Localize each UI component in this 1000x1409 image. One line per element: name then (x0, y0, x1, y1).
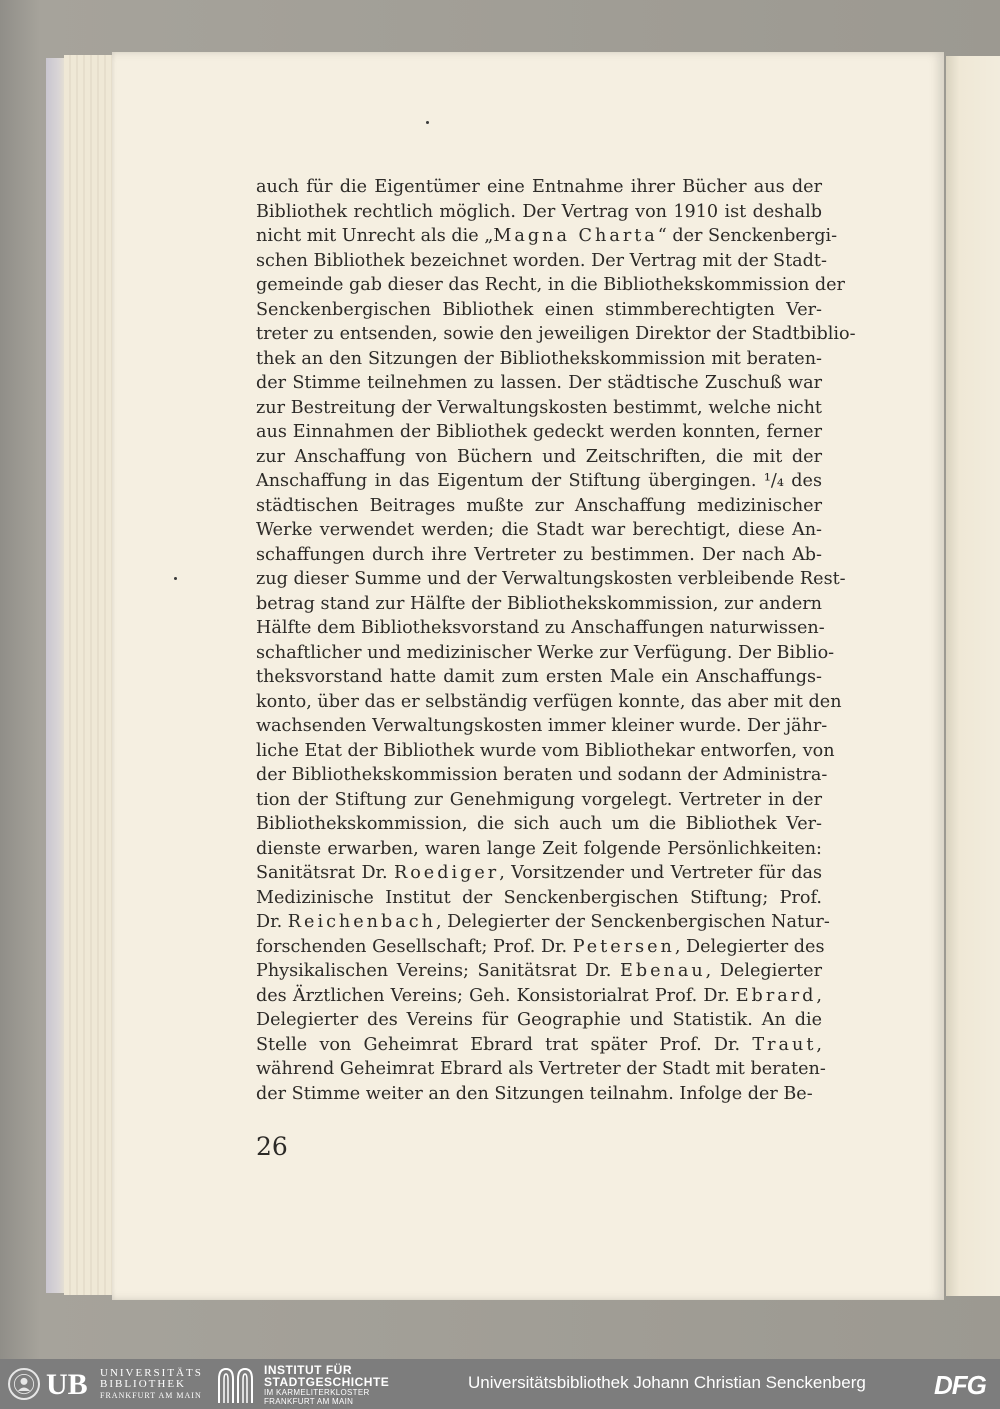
text-line: Werke verwendet werden; die Stadt war berechtigt, diese An- (256, 520, 822, 540)
facing-page-edge (946, 56, 1000, 1296)
ub-logo-text (100, 1368, 203, 1401)
text-line: städtischen Beitrages mußte zur Anschaffung medizinischer (256, 495, 822, 516)
text-line: Physikalischen Vereins; Sanitätsrat Dr. Ebenau, Delegierter (256, 961, 822, 981)
page-number: 26 (256, 1132, 288, 1161)
text-line: forschenden Gesellschaft; Prof. Dr. Petersen, Delegierter des (256, 936, 825, 957)
footer-bar (0, 1359, 1000, 1409)
institute-line-3: IM KARMELITERKLOSTER (264, 1388, 370, 1397)
text-line: Senckenbergischen Bibliothek einen stimmberechtigten Ver- (256, 299, 822, 320)
book-edge (46, 58, 66, 1293)
text-line: schaftlicher und medizinischer Werke zur Verfügung. Der Biblio- (256, 642, 835, 663)
spaced-name: Traut (752, 1034, 817, 1055)
ub-line-1: UNIVERSITÄTS (100, 1367, 203, 1379)
text-line: auch für die Eigentümer eine Entnahme ihrer Bücher aus der (256, 177, 822, 197)
ub-line-2: BIBLIOTHEK (100, 1378, 186, 1390)
paper-speck (174, 577, 177, 580)
text-line: zug dieser Summe und der Verwaltungskosten verbleibende Rest- (256, 569, 846, 589)
text-line: der Stimme teilnehmen zu lassen. Der städtische Zuschuß war (256, 373, 822, 393)
spaced-name: Roediger (393, 863, 500, 883)
text-line: konto, über das er selbständig verfügen konnte, das aber mit den (256, 691, 842, 712)
university-seal-icon (8, 1368, 40, 1400)
text-line: der Stimme weiter an den Sitzungen teilnahm. Infolge der Be- (256, 1083, 813, 1104)
text-line: während Geheimrat Ebrard als Vertreter der Stadt mit beraten- (256, 1059, 826, 1079)
text-line: zur Bestreitung der Verwaltungskosten bestimmt, welche nicht (256, 397, 822, 418)
text-line: Anschaffung in das Eigentum der Stiftung übergingen. ¹/₄ des (256, 471, 822, 491)
text-line: zur Anschaffung von Büchern und Zeitschriften, die mit der (256, 446, 822, 467)
dfg-logo: DFG (934, 1370, 986, 1400)
institute-line-4: FRANKFURT AM MAIN (264, 1397, 354, 1406)
spaced-name: Ebenau (619, 961, 706, 981)
paper-speck (426, 121, 429, 124)
text-line: dienste erwarben, waren lange Zeit folgende Persönlichkeiten: (256, 838, 822, 859)
arches-logo-icon (216, 1365, 256, 1405)
text-line: tion der Stiftung zur Genehmigung vorgelegt. Vertreter in der (256, 789, 822, 810)
text-line: gemeinde gab dieser das Recht, in die Bibliothekskommission der (256, 275, 845, 295)
library-title: Universitätsbibliothek Johann Christian Senckenberg (468, 1373, 866, 1392)
institute-logo-text (264, 1364, 389, 1406)
text-line: Stelle von Geheimrat Ebrard trat später Prof. Dr. Traut, (256, 1034, 822, 1055)
text-line: Sanitätsrat Dr. Roediger, Vorsitzender und Vertreter für das (256, 863, 822, 883)
institute-line-1: INSTITUT FÜR (264, 1363, 352, 1377)
text-line: der Bibliothekskommission beraten und sodann der Administra- (256, 765, 828, 785)
institute-line-2: STADTGESCHICHTE (264, 1375, 390, 1389)
text-line: schen Bibliothek bezeichnet worden. Der Vertrag mit der Stadt- (256, 250, 827, 271)
text-line: treter zu entsenden, sowie den jeweiligen Direktor der Stadtbiblio- (256, 324, 856, 344)
text-line: schaffungen durch ihre Vertreter zu bestimmen. Der nach Ab- (256, 544, 822, 565)
page-leaf-stack (64, 55, 114, 1295)
text-line: nicht mit Unrecht als die „Magna Charta“ der Senckenbergi- (256, 226, 838, 246)
spaced-name: Petersen (572, 936, 675, 957)
page-body-text (256, 175, 856, 1106)
spaced-term: Magna Charta (493, 226, 658, 246)
text-line: theksvorstand hatte damit zum ersten Male ein Anschaffungs- (256, 667, 822, 687)
text-line: thek an den Sitzungen der Bibliothekskommission mit beraten- (256, 348, 822, 369)
spaced-name: Reichenbach (287, 912, 436, 932)
text-line: liche Etat der Bibliothek wurde vom Bibliothekar entworfen, von (256, 740, 835, 761)
text-line: Medizinische Institut der Senckenbergischen Stiftung; Prof. (256, 887, 822, 908)
text-line: Dr. Reichenbach, Delegierter der Senckenbergischen Natur- (256, 912, 830, 932)
text-line: betrag stand zur Hälfte der Bibliothekskommission, zur andern (256, 593, 822, 614)
spaced-name: Ebrard (735, 985, 817, 1006)
text-line: des Ärztlichen Vereins; Geh. Konsistorialrat Prof. Dr. Ebrard, (256, 985, 822, 1006)
text-line: Bibliothekskommission, die sich auch um die Bibliothek Ver- (256, 814, 822, 834)
text-line: wachsenden Verwaltungskosten immer kleiner wurde. Der jähr- (256, 716, 828, 736)
text-line: Bibliothek rechtlich möglich. Der Vertrag von 1910 ist deshalb (256, 201, 822, 222)
ub-logo-letters: UB (46, 1368, 88, 1401)
text-line: Delegierter des Vereins für Geographie und Statistik. An die (256, 1010, 822, 1030)
text-line: aus Einnahmen der Bibliothek gedeckt werden konnten, ferner (256, 422, 822, 442)
ub-line-3: FRANKFURT AM MAIN (100, 1391, 202, 1400)
text-line: Hälfte dem Bibliotheksvorstand zu Anschaffungen naturwissen- (256, 618, 825, 638)
